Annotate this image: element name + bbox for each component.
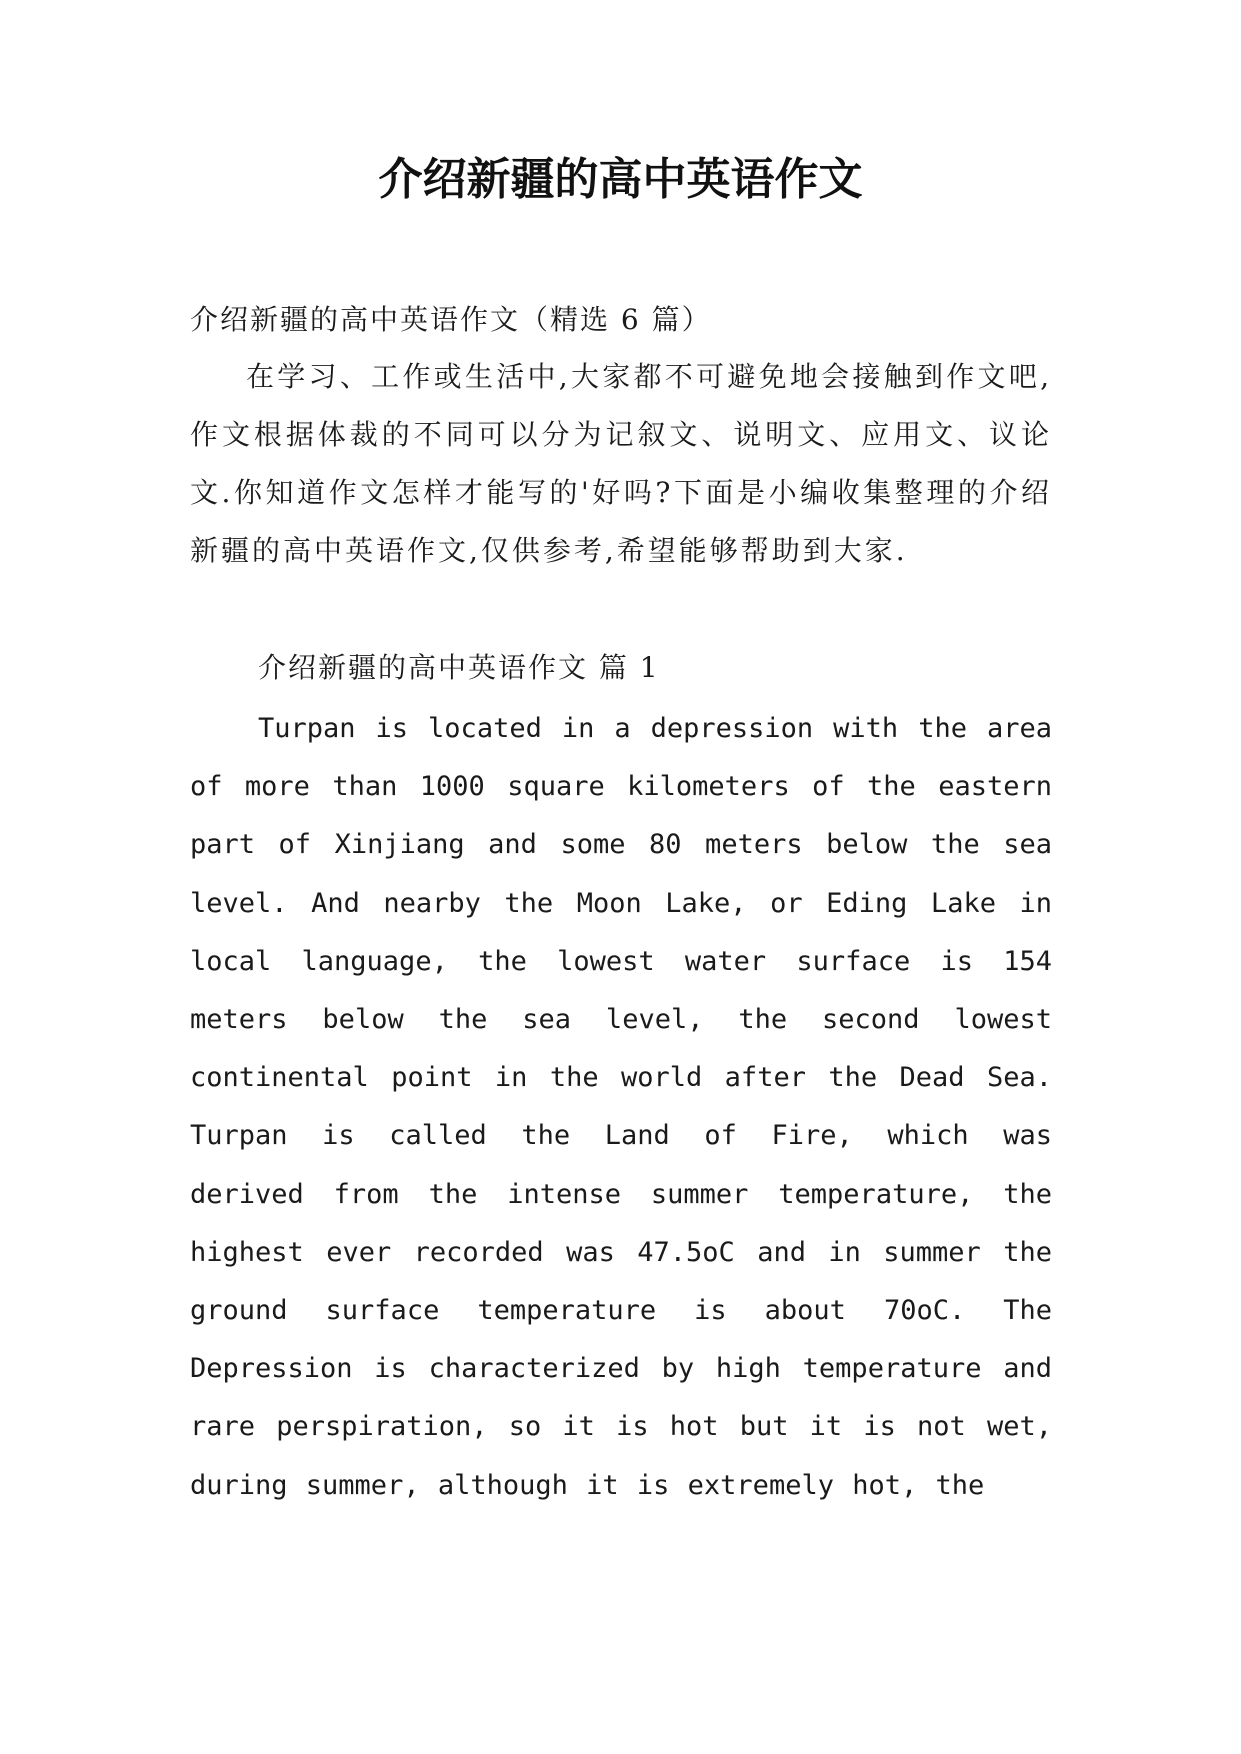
document-title: 介绍新疆的高中英语作文	[378, 154, 863, 205]
section-heading: 介绍新疆的高中英语作文 篇 1	[258, 651, 660, 684]
document-content	[190, 292, 1052, 1515]
section-body-paragraph: Turpan is located in a depression with the area of more than 1000 square kilometers of the eastern part of Xinjiang and some 80 meters below the sea level. And nearby the Moon Lake, or Eding Lake in local language, the lowest water surface is 154 meters below the sea level, the second lowest continental point in the world after the Dead Sea. Turpan is called the Land of Fire, which was derived from the intense summer temperature, the highest ever recorded was 47.5oC and in summer the ground surface temperature is about 70oC. The Depression is characterized by high temperature and rare perspiration, so it is hot but it is not wet, during summer, although it is extremely hot, the	[190, 713, 1052, 1501]
document-subtitle: 介绍新疆的高中英语作文（精选 6 篇）	[190, 303, 712, 336]
intro-paragraph: 在学习、工作或生活中,大家都不可避免地会接触到作文吧,作文根据体裁的不同可以分为记叙文、说明文、应用文、议论文.你知道作文怎样才能写的'好吗?下面是小编收集整理的介绍新疆的高中英语作文,仅供参考,希望能够帮助到大家.	[190, 360, 1052, 567]
